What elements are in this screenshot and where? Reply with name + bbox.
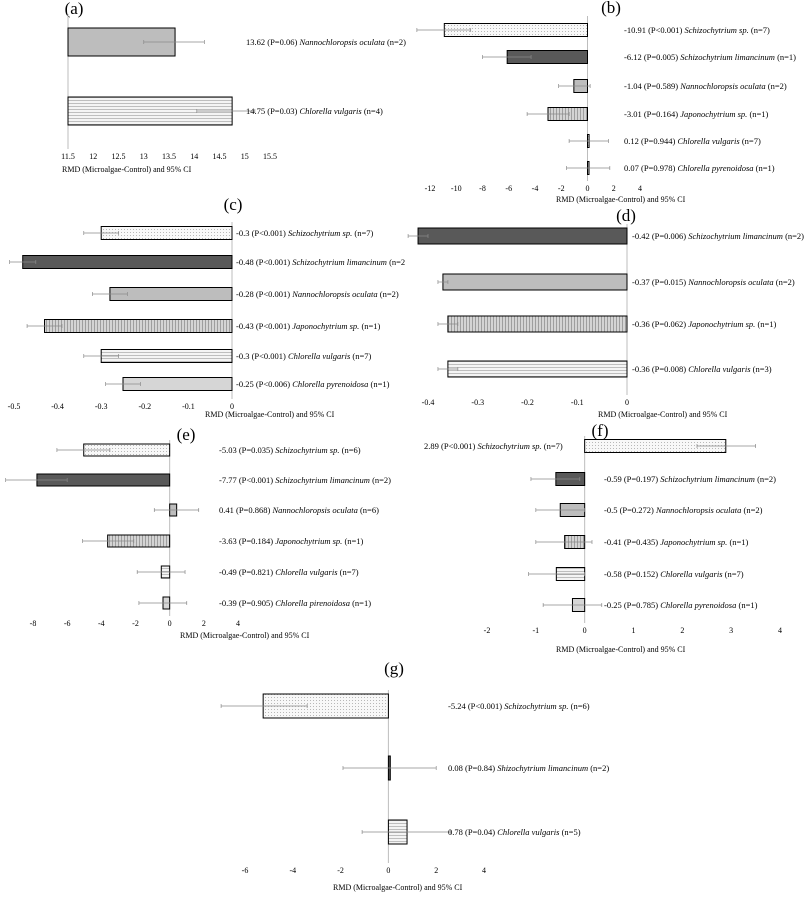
x-tick-f-0: -2 [483, 626, 491, 635]
x-tick-b-7: 2 [611, 184, 616, 193]
x-tick-f-6: 4 [778, 626, 782, 635]
x-tick-g-4: 2 [434, 866, 439, 875]
bar-c-1 [23, 256, 232, 269]
panel-f [424, 421, 782, 654]
x-tick-a-4: 13.5 [162, 152, 176, 161]
x-axis-title-f: RMD (Microalgae-Control) and 95% CI [556, 645, 686, 654]
bar-label-b-3: -3.01 (P=0.164) Japonochytrium sp. (n=1) [624, 109, 769, 119]
bar-label-d-2: -0.36 (P=0.062) Japonochytrium sp. (n=1) [632, 319, 777, 329]
bar-label-b-0: -10.91 (P<0.001) Schizochytrium sp. (n=7) [624, 25, 770, 35]
x-tick-d-3: -0.1 [570, 398, 584, 407]
x-tick-b-5: -2 [557, 184, 565, 193]
bar-label-b-5: 0.07 (P=0.978) Chlorella pyrenoidosa (n=1) [624, 163, 775, 173]
bar-label-b-2: -1.04 (P=0.589) Nannochloropsis oculata (n=2) [624, 81, 787, 91]
panel-e [6, 425, 392, 640]
x-tick-d-0: -0.4 [421, 398, 435, 407]
x-tick-a-8: 15.5 [263, 152, 277, 161]
bar-label-e-5: -0.39 (P=0.905) Chlorella pirenoidosa (n=1) [219, 598, 372, 608]
x-axis-title-g: RMD (Microalgae-Control) and 95% CI [333, 883, 463, 892]
bar-label-g-0: -5.24 (P<0.001) Schizochytrium sp. (n=6) [448, 701, 590, 711]
bar-c-2 [110, 288, 232, 301]
x-tick-f-4: 2 [680, 626, 685, 635]
panel-label-a: (a) [64, 0, 84, 18]
panel-label-e: (e) [176, 425, 196, 444]
bar-label-f-5: -0.25 (P=0.785) Chlorella pyrenoidosa (n=1) [604, 600, 758, 610]
x-tick-f-3: 1 [631, 626, 636, 635]
x-tick-g-2: -2 [337, 866, 344, 875]
bar-label-e-4: -0.49 (P=0.821) Chlorella vulgaris (n=7) [219, 567, 359, 577]
bar-label-c-3: -0.43 (P<0.001) Japonochytrium sp. (n=1) [236, 321, 381, 331]
x-tick-c-3: -0.2 [138, 402, 152, 411]
x-tick-g-1: -4 [289, 866, 297, 875]
x-tick-b-1: -10 [450, 184, 462, 193]
x-tick-a-7: 15 [240, 152, 249, 161]
bar-c-3 [45, 320, 232, 333]
bar-label-f-2: -0.5 (P=0.272) Nannochloropsis oculata (n=2) [604, 505, 763, 515]
x-tick-a-0: 11.5 [61, 152, 75, 161]
x-tick-g-5: 4 [482, 866, 486, 875]
x-tick-a-2: 12.5 [111, 152, 126, 161]
bar-label-f-0: 2.89 (P<0.001) Schizochytrium sp. (n=7) [424, 441, 563, 451]
panel-d [408, 206, 804, 419]
x-tick-b-4: -4 [531, 184, 539, 193]
bar-label-c-5: -0.25 (P<0.006) Chlorella pyrenoidosa (n=1) [236, 379, 390, 389]
x-tick-b-2: -8 [479, 184, 486, 193]
bar-label-d-1: -0.37 (P=0.015) Nannochloropsis oculata (n=2) [632, 277, 795, 287]
panel-label-f: (f) [591, 421, 609, 440]
bar-d-1 [443, 274, 627, 290]
x-tick-b-8: 4 [638, 184, 642, 193]
bar-label-d-0: -0.42 (P=0.006) Schizochytrium limancinum (n=2) [632, 231, 805, 241]
bar-label-f-4: -0.58 (P=0.152) Chlorella vulgaris (n=7) [604, 569, 744, 579]
x-tick-e-5: 2 [201, 619, 206, 628]
x-tick-c-4: -0.1 [182, 402, 195, 411]
x-tick-a-6: 14.5 [212, 152, 227, 161]
x-tick-b-6: 0 [585, 184, 590, 193]
x-tick-e-1: -6 [63, 619, 71, 628]
x-tick-c-1: -0.4 [51, 402, 64, 411]
x-tick-a-5: 14 [190, 152, 199, 161]
x-tick-d-4: 0 [625, 398, 629, 407]
x-axis-title-d: RMD (Microalgae-Control) and 95% CI [598, 410, 728, 419]
bar-label-b-1: -6.12 (P=0.005) Schizochytrium limancinum (n=1) [624, 52, 797, 62]
bar-label-e-2: 0.41 (P=0.868) Nannochloropsis oculata (n=6) [219, 505, 379, 515]
x-tick-c-5: 0 [230, 402, 234, 411]
panel-c [8, 195, 406, 419]
x-tick-b-0: -12 [424, 184, 436, 193]
panel-label-g: (g) [384, 659, 404, 678]
x-axis-title-c: RMD (Microalgae-Control) and 95% CI [205, 410, 335, 419]
x-tick-d-2: -0.2 [521, 398, 534, 407]
bar-label-c-0: -0.3 (P<0.001) Schizochytrium sp. (n=7) [236, 228, 374, 238]
x-axis-title-e: RMD (Microalgae-Control) and 95% CI [180, 631, 310, 640]
x-tick-g-3: 0 [386, 866, 391, 875]
panel-a [61, 0, 406, 174]
x-tick-a-3: 13 [139, 152, 148, 161]
bar-d-2 [448, 316, 627, 332]
bar-label-e-1: -7.77 (P<0.001) Schizochytrium limancinum (n=2) [219, 475, 392, 485]
x-tick-c-2: -0.3 [94, 402, 108, 411]
bar-c-4 [101, 350, 232, 363]
x-tick-f-5: 3 [729, 626, 734, 635]
x-tick-a-1: 12 [89, 152, 98, 161]
x-tick-e-6: 4 [236, 619, 240, 628]
bar-label-b-4: 0.12 (P=0.944) Chlorella vulgaris (n=7) [624, 136, 761, 146]
x-tick-f-2: 0 [582, 626, 587, 635]
bar-label-c-1: -0.48 (P<0.001) Schizochytrium limancinum (n=2 [236, 257, 406, 267]
bar-label-e-3: -3.63 (P=0.184) Japonochytrium sp. (n=1) [219, 536, 364, 546]
bar-label-c-2: -0.28 (P<0.001) Nannochloropsis oculata (n=2) [236, 289, 399, 299]
bar-d-0 [418, 228, 627, 244]
bar-label-c-4: -0.3 (P<0.001) Chlorella vulgaris (n=7) [236, 351, 372, 361]
panel-b [417, 0, 796, 204]
x-tick-b-3: -6 [505, 184, 513, 193]
x-tick-e-0: -8 [29, 619, 37, 628]
x-axis-title-a: RMD (Microalgae-Control) and 95% CI [62, 165, 192, 174]
bar-d-3 [448, 361, 627, 377]
x-tick-f-1: -1 [532, 626, 540, 635]
bar-label-g-2: 0.78 (P=0.04) Chlorella vulgaris (n=5) [448, 827, 581, 837]
panel-g [221, 659, 609, 892]
bar-label-a-0: 13.62 (P=0.06) Nannochloropsis oculata (n=2) [246, 37, 406, 47]
bar-label-g-1: 0.08 (P=0.84) Shizochytrium limancinum (n=2) [448, 763, 610, 773]
panel-label-b: (b) [601, 0, 621, 17]
x-tick-e-4: 0 [167, 619, 172, 628]
x-tick-g-0: -6 [241, 866, 249, 875]
x-tick-e-3: -2 [132, 619, 139, 628]
bar-label-a-1: 14.75 (P=0.03) Chlorella vulgaris (n=4) [246, 106, 383, 116]
x-tick-c-0: -0.5 [7, 402, 21, 411]
x-axis-title-b: RMD (Microalgae-Control) and 95% CI [556, 195, 686, 204]
bar-c-0 [101, 227, 232, 240]
x-tick-d-1: -0.3 [471, 398, 485, 407]
panel-label-d: (d) [616, 206, 636, 225]
bar-label-f-3: -0.41 (P=0.435) Japonochytrium sp. (n=1) [604, 537, 749, 547]
bar-label-d-3: -0.36 (P=0.008) Chlorella vulgaris (n=3) [632, 364, 772, 374]
x-tick-e-2: -4 [97, 619, 105, 628]
panel-label-c: (c) [223, 195, 243, 214]
bar-label-f-1: -0.59 (P=0.197) Schizochytrium limancinum (n=2) [604, 474, 777, 484]
bar-label-e-0: -5.03 (P=0.035) Schizochytrium sp. (n=6) [219, 445, 361, 455]
